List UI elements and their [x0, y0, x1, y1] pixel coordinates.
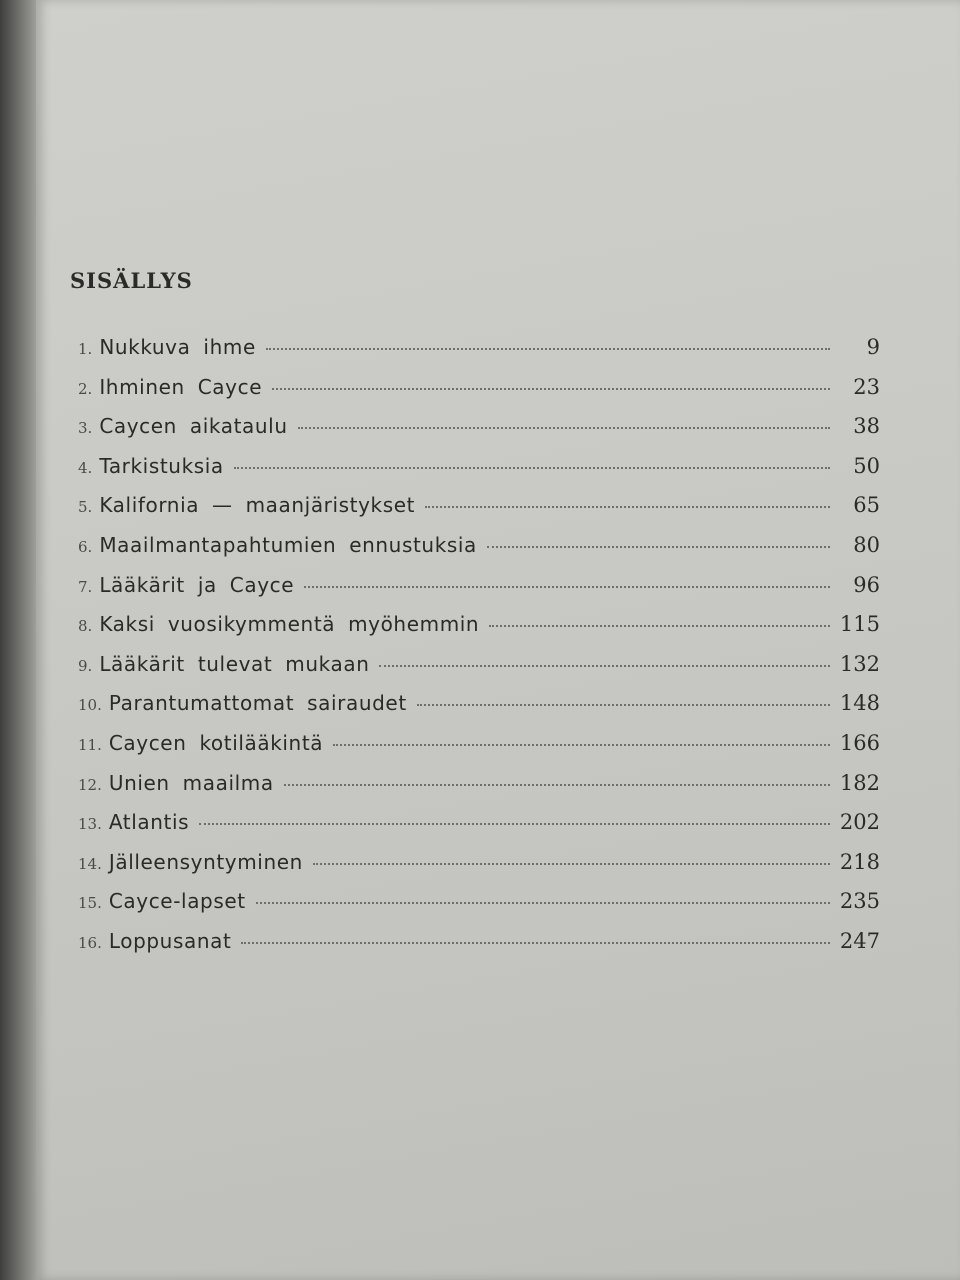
toc-entry	[78, 652, 880, 692]
chapter-title: Atlantis	[108, 810, 190, 835]
toc-entry	[78, 889, 880, 929]
dot-leader	[266, 348, 830, 350]
chapter-title: Tarkistuksia	[99, 453, 224, 478]
dot-leader	[234, 467, 830, 469]
toc-entry	[78, 771, 880, 811]
chapter-title: Nukkuva ihme	[99, 335, 256, 359]
chapter-title: Ihminen Cayce	[99, 374, 263, 399]
chapter-title: Caycen aikataulu	[99, 414, 288, 439]
book-spine-shadow	[0, 0, 40, 1280]
toc-entry	[78, 731, 880, 771]
chapter-number: 8.	[78, 617, 93, 636]
chapter-title: Unien maailma	[108, 770, 274, 795]
page-number: 235	[839, 889, 880, 914]
chapter-title: Jälleensyntyminen	[108, 849, 303, 874]
page-number: 50	[853, 453, 880, 478]
page-number: 182	[839, 770, 880, 795]
dot-leader	[425, 506, 830, 508]
chapter-number: 4.	[78, 458, 93, 477]
chapter-number: 14.	[78, 854, 102, 873]
toc-entry	[78, 375, 880, 415]
chapter-title: Loppusanat	[108, 928, 232, 953]
toc-entry	[78, 573, 880, 613]
chapter-number: 12.	[78, 775, 102, 794]
chapter-number: 6.	[78, 537, 93, 556]
chapter-number: 10.	[78, 696, 102, 715]
dot-leader	[313, 863, 830, 865]
chapter-number: 9.	[78, 656, 93, 675]
page-number: 148	[839, 691, 880, 716]
toc-entry	[78, 929, 880, 969]
dot-leader	[333, 744, 830, 746]
chapter-title: Lääkärit ja Cayce	[99, 572, 295, 597]
chapter-title: Parantumattomat sairaudet	[108, 691, 407, 716]
chapter-number: 3.	[78, 419, 93, 438]
table-of-contents	[78, 335, 880, 969]
page-number: 202	[839, 810, 880, 835]
chapter-number: 5.	[78, 498, 93, 517]
dot-leader	[298, 427, 830, 429]
chapter-number: 1.	[78, 340, 93, 358]
dot-leader	[256, 902, 830, 904]
toc-entry	[78, 493, 880, 533]
chapter-number: 2.	[78, 379, 93, 398]
chapter-number: 16.	[78, 933, 102, 952]
toc-entry	[78, 335, 880, 375]
dot-leader	[199, 823, 830, 825]
toc-entry	[78, 810, 880, 850]
toc-entry	[78, 414, 880, 454]
chapter-number: 11.	[78, 735, 102, 754]
dot-leader	[272, 388, 830, 390]
page-number: 9	[866, 335, 880, 359]
chapter-number: 15.	[78, 894, 102, 913]
chapter-title: Kalifornia — maanjäristykset	[99, 493, 416, 518]
page-number: 65	[853, 493, 880, 518]
dot-leader	[304, 586, 830, 588]
toc-heading: SISÄLLYS	[70, 268, 193, 293]
chapter-number: 13.	[78, 815, 102, 834]
page-number: 80	[853, 532, 880, 557]
chapter-title: Caycen kotilääkintä	[108, 730, 324, 755]
dot-leader	[489, 625, 830, 627]
dot-leader	[487, 546, 830, 548]
toc-entry	[78, 612, 880, 652]
page-number: 115	[839, 612, 880, 637]
chapter-title: Lääkärit tulevat mukaan	[99, 651, 370, 676]
toc-entry	[78, 850, 880, 890]
page-number: 166	[839, 730, 880, 755]
page-number: 38	[853, 414, 880, 439]
toc-entry	[78, 691, 880, 731]
page-number: 96	[853, 572, 880, 597]
chapter-title: Cayce-lapset	[108, 889, 246, 914]
chapter-title: Maailmantapahtumien ennustuksia	[99, 532, 477, 557]
chapter-title: Kaksi vuosikymmentä myöhemmin	[99, 612, 480, 637]
page-number: 23	[853, 374, 880, 399]
page-number: 132	[839, 651, 880, 676]
chapter-number: 7.	[78, 577, 93, 596]
page-number: 218	[839, 849, 880, 874]
dot-leader	[379, 665, 830, 667]
dot-leader	[241, 942, 830, 944]
dot-leader	[284, 784, 830, 786]
page-number: 247	[839, 928, 880, 953]
toc-entry	[78, 533, 880, 573]
dot-leader	[417, 704, 830, 706]
toc-entry	[78, 454, 880, 494]
